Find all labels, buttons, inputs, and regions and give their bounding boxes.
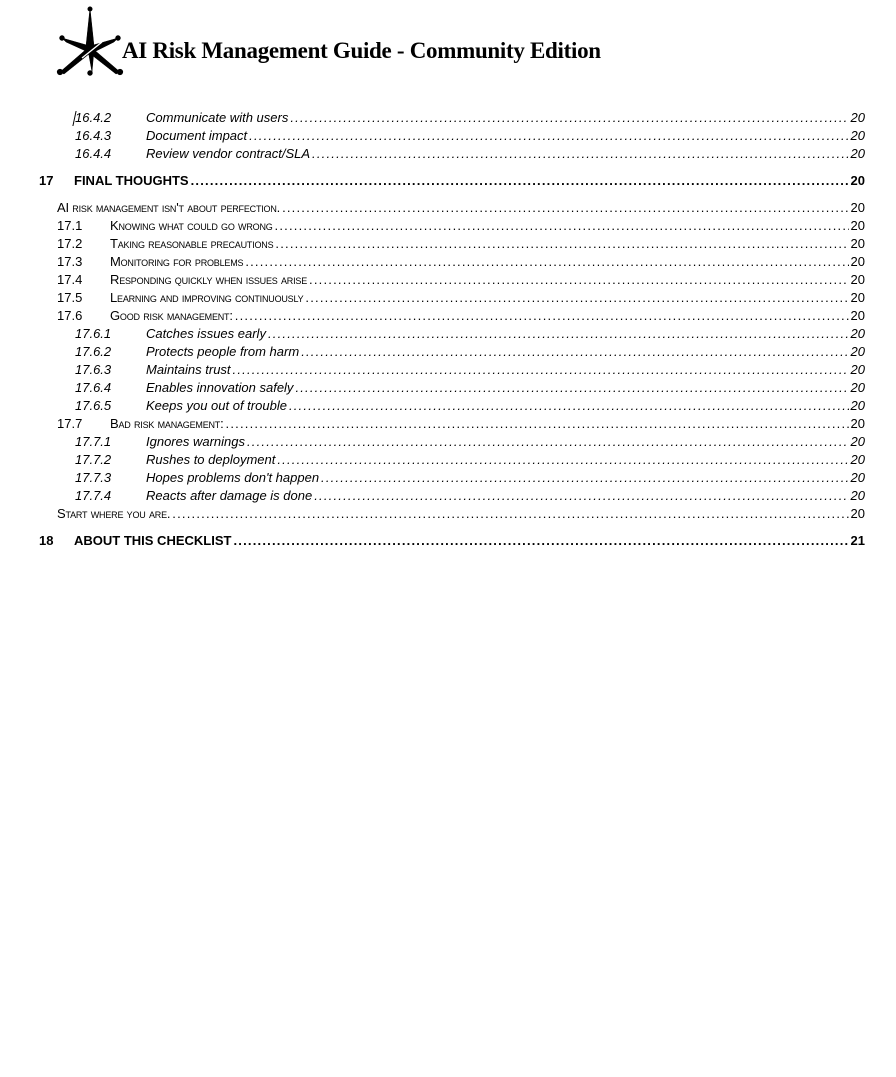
dot-leader: [295, 379, 848, 397]
toc-entry[interactable]: [75, 127, 865, 145]
toc-entry-number: 17.6: [57, 308, 83, 323]
toc-entry-title[interactable]: Reacts after damage is done: [146, 488, 313, 503]
toc-entry-title[interactable]: Start where you are.: [57, 506, 171, 521]
toc-entry-title[interactable]: Rushes to deployment: [146, 452, 276, 467]
toc-entry[interactable]: [75, 397, 865, 415]
toc-entry-page-number[interactable]: 20: [850, 218, 865, 233]
dot-leader: [245, 253, 848, 271]
dot-leader: [301, 343, 848, 361]
toc-entry[interactable]: [57, 253, 865, 271]
toc-entry-page-number[interactable]: 20: [850, 200, 865, 215]
toc-entry[interactable]: [57, 217, 865, 235]
toc-entry-number: 18: [39, 533, 54, 548]
dot-leader: [309, 271, 849, 289]
toc-entry-page-number[interactable]: 20: [850, 254, 865, 269]
dot-leader: [249, 127, 848, 145]
toc-entry-page-number[interactable]: 20: [850, 128, 865, 143]
toc-entry-page-number[interactable]: 20: [850, 272, 865, 287]
toc-entry[interactable]: [75, 361, 865, 379]
toc-entry[interactable]: [75, 469, 865, 487]
toc-entry[interactable]: [39, 532, 865, 550]
toc-entry-page-number[interactable]: 20: [850, 326, 865, 341]
toc-entry-title[interactable]: FINAL THOUGHTS: [74, 173, 189, 188]
toc-entry-page-number[interactable]: 20: [850, 488, 865, 503]
dot-leader: [305, 289, 848, 307]
dot-leader: [275, 235, 848, 253]
toc-entry-title[interactable]: Enables innovation safely: [146, 380, 294, 395]
toc-entry[interactable]: [57, 235, 865, 253]
document-header: [56, 4, 601, 76]
toc-entry-title[interactable]: Review vendor contract/SLA: [146, 146, 311, 161]
toc-entry-title[interactable]: Bad risk management:: [110, 416, 224, 431]
dot-leader: [226, 415, 849, 433]
dot-leader: [247, 433, 849, 451]
dot-leader: [172, 505, 848, 523]
toc-entry-title[interactable]: Keeps you out of trouble: [146, 398, 287, 413]
toc-entry-number: 17.7.1: [75, 434, 112, 449]
star-compass-logo-icon: [56, 6, 124, 76]
toc-entry-number: 16.4.3: [75, 128, 112, 143]
dot-leader: [235, 307, 849, 325]
toc-entry[interactable]: [75, 109, 865, 127]
toc-entry[interactable]: [57, 199, 865, 217]
toc-entry-number: 17.3: [57, 254, 83, 269]
dot-leader: [277, 451, 848, 469]
toc-entry[interactable]: [75, 487, 865, 505]
toc-entry-page-number[interactable]: 20: [850, 146, 865, 161]
toc-entry-number: 17.4: [57, 272, 83, 287]
toc-entry-number: 16.4.2: [75, 110, 112, 125]
dot-leader: [268, 325, 849, 343]
toc-entry-page-number[interactable]: 20: [850, 470, 865, 485]
dot-leader: [275, 217, 849, 235]
toc-entry[interactable]: [75, 145, 865, 163]
toc-entry-title[interactable]: AI risk management isn't about perfection.: [57, 200, 281, 215]
toc-entry-title[interactable]: Maintains trust: [146, 362, 231, 377]
toc-entry-title[interactable]: Knowing what could go wrong: [110, 218, 273, 233]
toc-entry[interactable]: [57, 271, 865, 289]
toc-entry-title[interactable]: Ignores warnings: [146, 434, 245, 449]
dot-leader: [282, 199, 848, 217]
toc-entry[interactable]: [75, 325, 865, 343]
toc-entry-number: 17.6.2: [75, 344, 112, 359]
toc-entry-title[interactable]: Catches issues early: [146, 326, 266, 341]
toc-entry-page-number[interactable]: 20: [850, 434, 865, 449]
toc-entry-number: 17.7: [57, 416, 83, 431]
toc-entry-number: 17.6.3: [75, 362, 112, 377]
toc-entry-number: 17.5: [57, 290, 83, 305]
dot-leader: [314, 487, 848, 505]
toc-entry-number: 17.6.5: [75, 398, 112, 413]
toc-entry-page-number[interactable]: 20: [850, 452, 865, 467]
toc-entry-page-number[interactable]: 20: [850, 362, 865, 377]
dot-leader: [290, 109, 848, 127]
toc-entry-title[interactable]: Communicate with users: [146, 110, 289, 125]
dot-leader: [191, 172, 849, 190]
toc-entry-page-number[interactable]: 21: [850, 533, 865, 548]
toc-entry-title[interactable]: Taking reasonable precautions: [110, 236, 274, 251]
toc-entry-title[interactable]: Responding quickly when issues arise: [110, 272, 308, 287]
toc-entry-page-number[interactable]: 20: [850, 236, 865, 251]
dot-leader: [233, 361, 849, 379]
toc-entry-title[interactable]: Document impact: [146, 128, 248, 143]
toc-entry-page-number[interactable]: 20: [850, 380, 865, 395]
toc-entry[interactable]: [57, 505, 865, 523]
dot-leader: [233, 532, 848, 550]
toc-entry-number: 17.7.3: [75, 470, 112, 485]
toc-entry[interactable]: [57, 289, 865, 307]
document-title: AI Risk Management Guide - Community Edition: [122, 38, 601, 63]
toc-entry[interactable]: [75, 379, 865, 397]
toc-entry[interactable]: [75, 433, 865, 451]
toc-entry[interactable]: [39, 172, 865, 190]
toc-entry-title[interactable]: ABOUT THIS CHECKLIST: [74, 533, 232, 548]
toc-entry-number: 17.7.2: [75, 452, 112, 467]
toc-entry-number: 17.2: [57, 236, 83, 251]
toc-entry-title[interactable]: Hopes problems don't happen: [146, 470, 320, 485]
toc-entry-number: 17.6.1: [75, 326, 112, 341]
toc-entry-page-number[interactable]: 20: [850, 506, 865, 521]
toc-entry-number: 16.4.4: [75, 146, 112, 161]
toc-entry-number: 17.7.4: [75, 488, 112, 503]
toc-entry-page-number[interactable]: 20: [850, 344, 865, 359]
toc-entry-page-number[interactable]: 20: [850, 290, 865, 305]
toc-entry[interactable]: [57, 415, 865, 433]
toc-entry-page-number[interactable]: 20: [850, 398, 865, 413]
toc-entry-title[interactable]: Good risk management:: [110, 308, 233, 323]
toc-entry-page-number[interactable]: 20: [850, 173, 865, 188]
toc-entry[interactable]: [75, 451, 865, 469]
toc-entry[interactable]: [57, 307, 865, 325]
toc-entry-number: 17.1: [57, 218, 83, 233]
dot-leader: [312, 145, 849, 163]
dot-leader: [289, 397, 849, 415]
toc-entry-page-number[interactable]: 20: [850, 416, 865, 431]
toc-entry-page-number[interactable]: 20: [850, 110, 865, 125]
toc-entry-number: 17.6.4: [75, 380, 112, 395]
toc-entry-page-number[interactable]: 20: [850, 308, 865, 323]
toc-entry-title[interactable]: Learning and improving continuously: [110, 290, 304, 305]
dot-leader: [321, 469, 848, 487]
toc-entry[interactable]: [75, 343, 865, 361]
toc-entry-title[interactable]: Protects people from harm: [146, 344, 300, 359]
toc-entry-title[interactable]: Monitoring for problems: [110, 254, 244, 269]
toc-entry-number: 17: [39, 173, 54, 188]
